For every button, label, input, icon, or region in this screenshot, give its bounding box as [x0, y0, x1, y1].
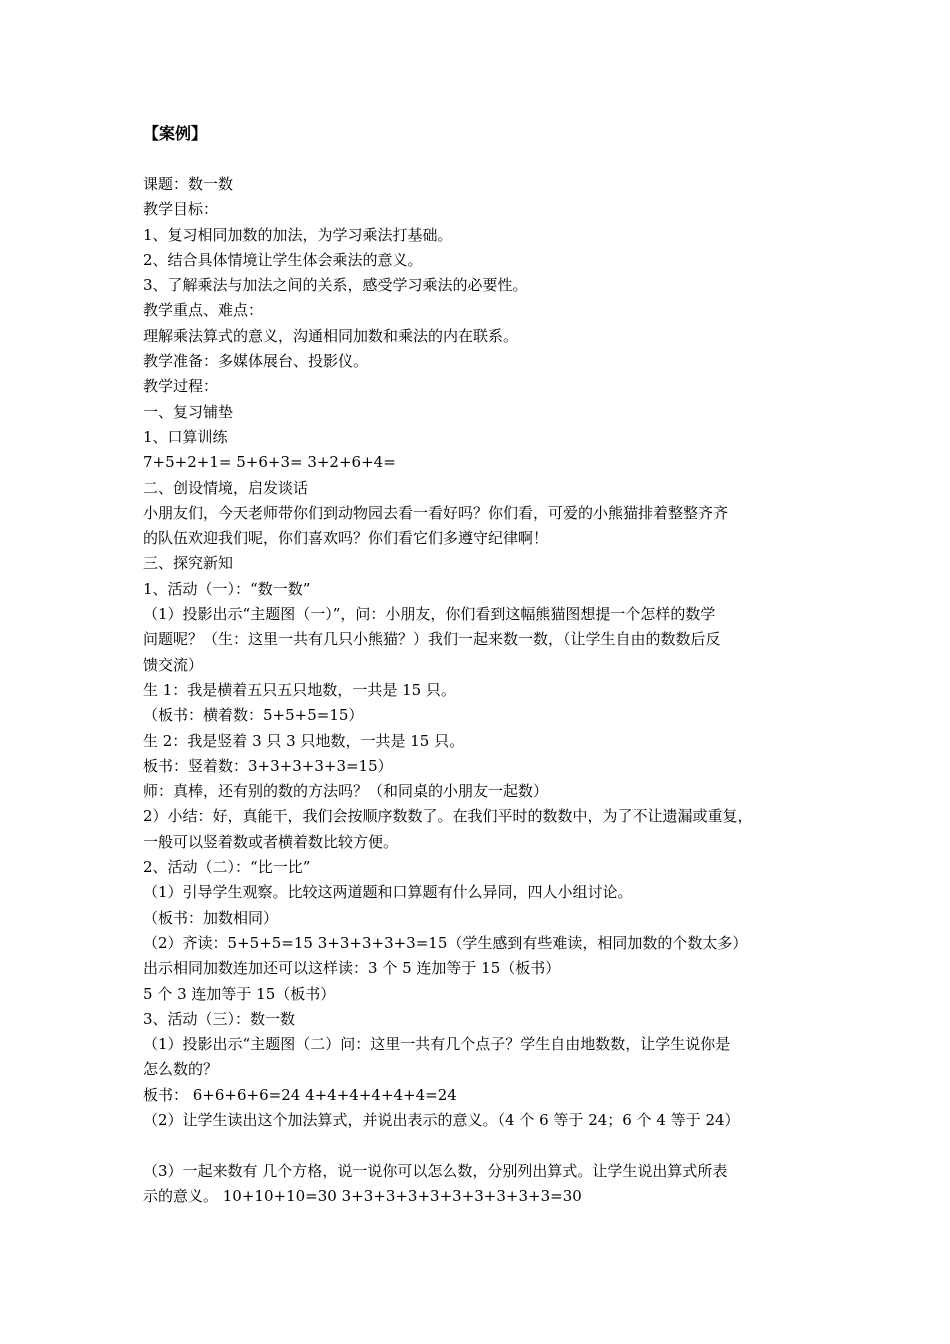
text-line: 一、复习铺垫: [143, 402, 234, 421]
text-line: 板书： 6+6+6+6=24 4+4+4+4+4+4=24: [143, 1085, 457, 1104]
text-line: 出示相同加数连加还可以这样读：3 个 5 连加等于 15（板书）: [143, 959, 561, 978]
text-line: 教学过程：: [143, 377, 219, 396]
text-line: 小朋友们，今天老师带你们到动物园去看一看好吗？你们看，可爱的小熊猫排着整整齐齐: [143, 503, 729, 522]
text-line: （1）引导学生观察。比较这两道题和口算题有什么异同，四人小组讨论。: [143, 883, 633, 902]
paragraph-gap: [143, 1133, 823, 1158]
text-line: （板书：加数相同）: [143, 908, 279, 927]
text-line: 2）小结：好，真能干，我们会按顺序数数了。在我们平时的数数中，为了不让遗漏或重复，: [143, 807, 753, 826]
text-line: 的队伍欢迎我们呢，你们喜欢吗？你们看它们多遵守纪律啊！: [143, 529, 549, 548]
text-line: （2）齐读：5+5+5=15 3+3+3+3+3=15（学生感到有些难读，相同加数的个数太多）: [143, 933, 748, 952]
text-line: 问题呢？（生：这里一共有几只小熊猫？）我们一起来数一数，（让学生自由的数数后反: [143, 630, 721, 649]
text-line: 馈交流）: [143, 655, 204, 674]
text-line: 生 2：我是竖着 3 只 3 只地数，一共是 15 只。: [143, 731, 465, 750]
text-line: 1、复习相同加数的加法，为学习乘法打基础。: [143, 225, 453, 244]
text-line: 怎么数的？: [143, 1060, 219, 1079]
text-line: 2、活动（二）：“比一比”: [143, 858, 311, 877]
text-line: 板书：竖着数：3+3+3+3+3=15）: [143, 756, 393, 775]
text-line: 7+5+2+1= 5+6+3= 3+2+6+4=: [143, 453, 396, 472]
text-line: 一般可以竖着数或者横着数比较方便。: [143, 832, 399, 851]
text-line: 教学重点、难点：: [143, 301, 264, 320]
text-line: 二、创设情境，启发谈话: [143, 478, 309, 497]
text-line: （2）让学生读出这个加法算式，并说出表示的意义。（4 个 6 等于 24；6 个 4 等于 24）: [143, 1110, 740, 1129]
text-line: 3、了解乘法与加法之间的关系，感受学习乘法的必要性。: [143, 276, 528, 295]
document-heading: 【案例】: [143, 124, 208, 143]
text-line: （板书：横着数：5+5+5=15）: [143, 706, 364, 725]
text-line: 1、口算训练: [143, 427, 228, 446]
text-line: 课题：数一数: [143, 175, 234, 193]
text-line: 三、探究新知: [143, 554, 234, 573]
document-body: [143, 172, 823, 1209]
text-line: （3）一起来数有 几个方格，说一说你可以怎么数，分别列出算式。让学生说出算式所表: [143, 1161, 728, 1180]
text-line: 3、活动（三）：数一数: [143, 1009, 296, 1028]
text-line: 生 1：我是横着五只五只地数，一共是 15 只。: [143, 680, 456, 699]
text-line: 理解乘法算式的意义，沟通相同加数和乘法的内在联系。: [143, 326, 519, 345]
text-line: 示的意义。 10+10+10=30 3+3+3+3+3+3+3+3+3+3=30: [143, 1186, 582, 1205]
text-line: 教学准备：多媒体展台、投影仪。: [143, 352, 369, 371]
text-line: 师：真棒，还有别的数的方法吗？（和同桌的小朋友一起数）: [143, 782, 549, 801]
text-line: （1）投影出示“主题图（二）问：这里一共有几个点子？学生自由地数数，让学生说你是: [143, 1035, 731, 1054]
text-line: （1）投影出示“主题图（一）”，问：小朋友，你们看到这幅熊猫图想提一个怎样的数学: [143, 605, 716, 624]
text-line: 教学目标：: [143, 200, 219, 219]
text-line: 5 个 3 连加等于 15（板书）: [143, 984, 336, 1003]
text-line: 1、活动（一）：“数一数”: [143, 579, 311, 598]
text-line: 2、结合具体情境让学生体会乘法的意义。: [143, 250, 423, 269]
